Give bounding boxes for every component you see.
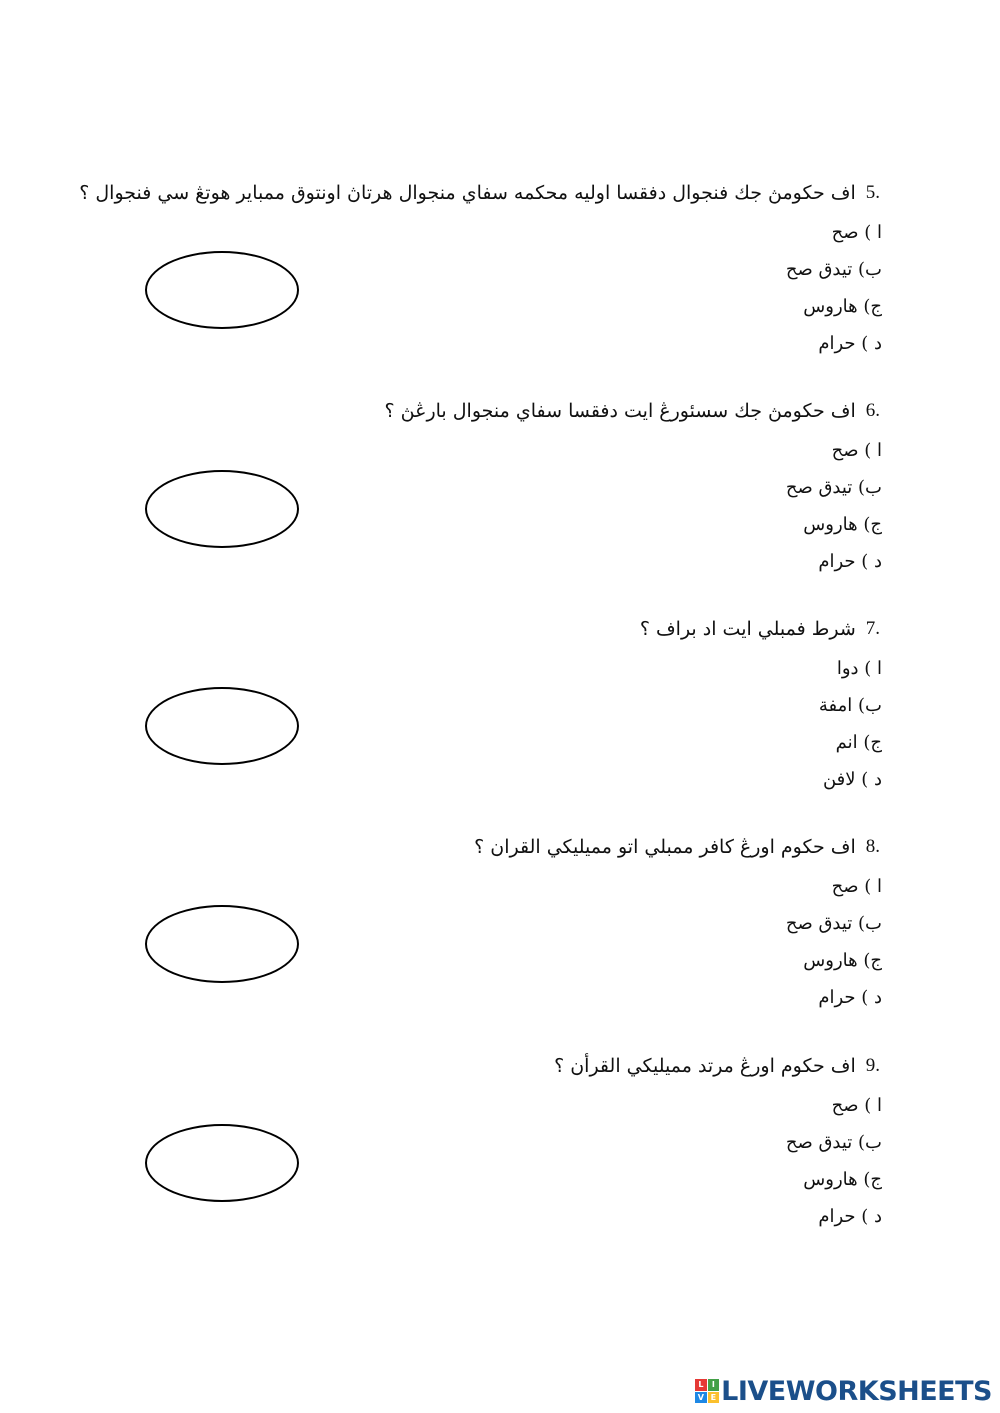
question-9-options (786, 1087, 882, 1235)
option-a: ا ) صح (831, 440, 882, 461)
option-a: ا ) دوا (836, 658, 882, 679)
question-6-options (786, 432, 882, 580)
question-9 (0, 1051, 1000, 1251)
logo-letter: L (695, 1379, 707, 1391)
liveworksheets-brand (695, 1377, 992, 1405)
logo-letter: V (695, 1392, 707, 1404)
option-d: د ) حرام (818, 551, 882, 572)
option-b: ب) تيدق صح (785, 913, 882, 934)
option-d: د ) لافن (822, 769, 882, 790)
option-c: ج) هاروس (803, 1169, 882, 1190)
logo-letter: E (708, 1392, 720, 1404)
question-6-line (385, 396, 880, 426)
question-6-text: اف حكومڽ جك سسئورڠ ايت دفقسا سفاي منجوال بارڠڽ ؟ (384, 400, 856, 422)
question-7-text: شرط فمبلي ايت اد براف ؟ (639, 618, 856, 640)
option-c: ج) هاروس (803, 296, 882, 317)
question-7 (0, 614, 1000, 814)
option-d: د ) حرام (818, 1206, 882, 1227)
option-b: ب) تيدق صح (785, 477, 882, 498)
option-b: ب) تيدق صح (785, 259, 882, 280)
option-b: ب) تيدق صح (785, 1132, 882, 1153)
question-9-text: اف حكوم اورڠ مرتد مميليكي القرأن ؟ (554, 1055, 856, 1077)
question-9-number: 9. (865, 1055, 880, 1076)
question-5-line (79, 178, 880, 208)
answer-oval-9[interactable] (145, 1124, 299, 1202)
option-b: ب) امفة (818, 695, 882, 716)
logo-letter: I (708, 1379, 720, 1391)
question-8-text: اف حكوم اورڠ كافر ممبلي اتو مميليكي القران ؟ (474, 836, 856, 858)
question-8-line (474, 832, 880, 862)
option-a: ا ) صح (831, 222, 882, 243)
option-a: ا ) صح (831, 876, 882, 897)
answer-oval-6[interactable] (145, 470, 299, 548)
brand-wordmark: LIVEWORKSHEETS (721, 1375, 992, 1407)
question-9-line (554, 1051, 880, 1081)
question-5-options (786, 214, 882, 362)
question-8-options (786, 868, 882, 1016)
question-7-number: 7. (865, 618, 880, 639)
answer-oval-7[interactable] (145, 687, 299, 765)
option-c: ج) هاروس (803, 514, 882, 535)
option-d: د ) حرام (818, 987, 882, 1008)
answer-oval-8[interactable] (145, 905, 299, 983)
question-5-text: اف حكومڽ جك فنجوال دفقسا اوليه محكمه سفاي منجوال هرتاڽ اونتوق ممباير هوتڠ سي فنجوال ؟ (79, 182, 856, 204)
question-7-options (819, 650, 882, 798)
option-c: ج) هاروس (803, 950, 882, 971)
question-5 (0, 178, 1000, 378)
question-7-line (640, 614, 880, 644)
option-c: ج) انم (835, 732, 882, 753)
option-d: د ) حرام (818, 333, 882, 354)
option-a: ا ) صح (831, 1095, 882, 1116)
question-8-number: 8. (865, 836, 880, 857)
question-8 (0, 832, 1000, 1032)
question-6 (0, 396, 1000, 596)
question-5-number: 5. (865, 182, 880, 203)
answer-oval-5[interactable] (145, 251, 299, 329)
liveworksheets-logo-icon (695, 1379, 719, 1403)
question-6-number: 6. (865, 400, 880, 421)
